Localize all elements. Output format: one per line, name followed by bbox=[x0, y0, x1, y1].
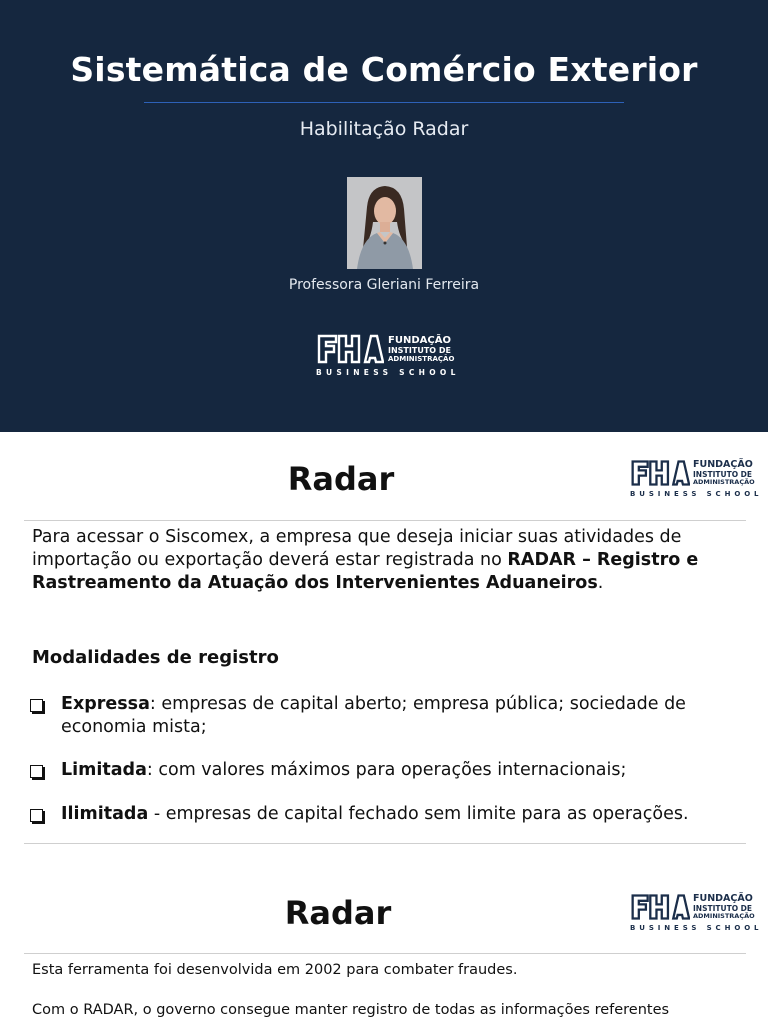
logo-line1: FUNDAÇÃO bbox=[388, 334, 451, 346]
logo-tagline: BUSINESS SCHOOL bbox=[630, 924, 763, 932]
logo-line3: ADMINISTRAÇÃO bbox=[388, 354, 455, 363]
intro-radar-definition: RADAR – Registro e Rastreamento da Atuação dos Intervenientes Aduaneiros bbox=[32, 550, 699, 593]
paragraph: Com o RADAR, o governo consegue manter registro de todas as informações referentes bbox=[32, 1002, 670, 1018]
professor-photo bbox=[347, 177, 422, 269]
checkbox-bullet-icon bbox=[30, 809, 43, 822]
bullet-term: Expressa bbox=[61, 694, 150, 714]
fia-mark-icon bbox=[630, 458, 690, 488]
title-divider bbox=[144, 102, 624, 103]
slide-divider bbox=[24, 843, 746, 844]
logo-tagline: BUSINESS SCHOOL bbox=[316, 368, 460, 377]
list-item bbox=[28, 803, 740, 826]
slide-title: Radar bbox=[287, 460, 395, 498]
logo-tagline: BUSINESS SCHOOL bbox=[630, 490, 763, 498]
fia-mark-icon bbox=[630, 892, 690, 922]
slide-title: Radar bbox=[284, 894, 392, 932]
paragraph: Esta ferramenta foi desenvolvida em 2002 para combater fraudes. bbox=[32, 962, 518, 978]
fia-logo bbox=[630, 892, 762, 932]
title-slide bbox=[0, 0, 768, 432]
modalidades-heading: Modalidades de registro bbox=[32, 647, 279, 668]
presentation-title: Sistemática de Comércio Exterior bbox=[70, 50, 698, 89]
fia-mark-icon bbox=[316, 333, 384, 365]
logo-line1: FUNDAÇÃO bbox=[693, 893, 753, 905]
intro-suffix: . bbox=[597, 573, 604, 593]
bullet-text: : empresas de capital aberto; empresa pública; sociedade de economia mista; bbox=[61, 694, 686, 737]
bullet-text: - empresas de capital fechado sem limite para as operações. bbox=[148, 804, 689, 824]
intro-text: Para acessar o Siscomex, a empresa que deseja iniciar suas atividades de importação ou exportação deverá estar registrada no bbox=[32, 527, 682, 570]
title-divider bbox=[24, 520, 746, 521]
logo-line2: INSTITUTO DE bbox=[693, 903, 753, 913]
professor-name: Professora Gleriani Ferreira bbox=[288, 277, 480, 293]
fia-logo bbox=[316, 333, 460, 377]
list-item bbox=[28, 759, 740, 782]
logo-line3: ADMINISTRAÇÃO bbox=[693, 478, 755, 487]
radar-slide-2 bbox=[0, 852, 768, 1024]
logo-line2: INSTITUTO DE bbox=[693, 469, 753, 479]
logo-line2: INSTITUTO DE bbox=[388, 345, 451, 355]
radar-slide-1 bbox=[0, 432, 768, 852]
checkbox-bullet-icon bbox=[30, 765, 43, 778]
intro-paragraph bbox=[32, 526, 737, 595]
professor-portrait-icon bbox=[347, 177, 422, 269]
title-divider bbox=[24, 953, 746, 954]
list-item bbox=[28, 693, 740, 739]
logo-line3: ADMINISTRAÇÃO bbox=[693, 912, 755, 921]
presentation-subtitle: Habilitação Radar bbox=[299, 118, 469, 140]
bullet-term: Limitada bbox=[61, 760, 147, 780]
checkbox-bullet-icon bbox=[30, 699, 43, 712]
logo-line1: FUNDAÇÃO bbox=[693, 459, 753, 471]
bullet-term: Ilimitada bbox=[61, 804, 149, 824]
bullet-text: : com valores máximos para operações internacionais; bbox=[146, 760, 627, 780]
fia-logo bbox=[630, 458, 762, 498]
